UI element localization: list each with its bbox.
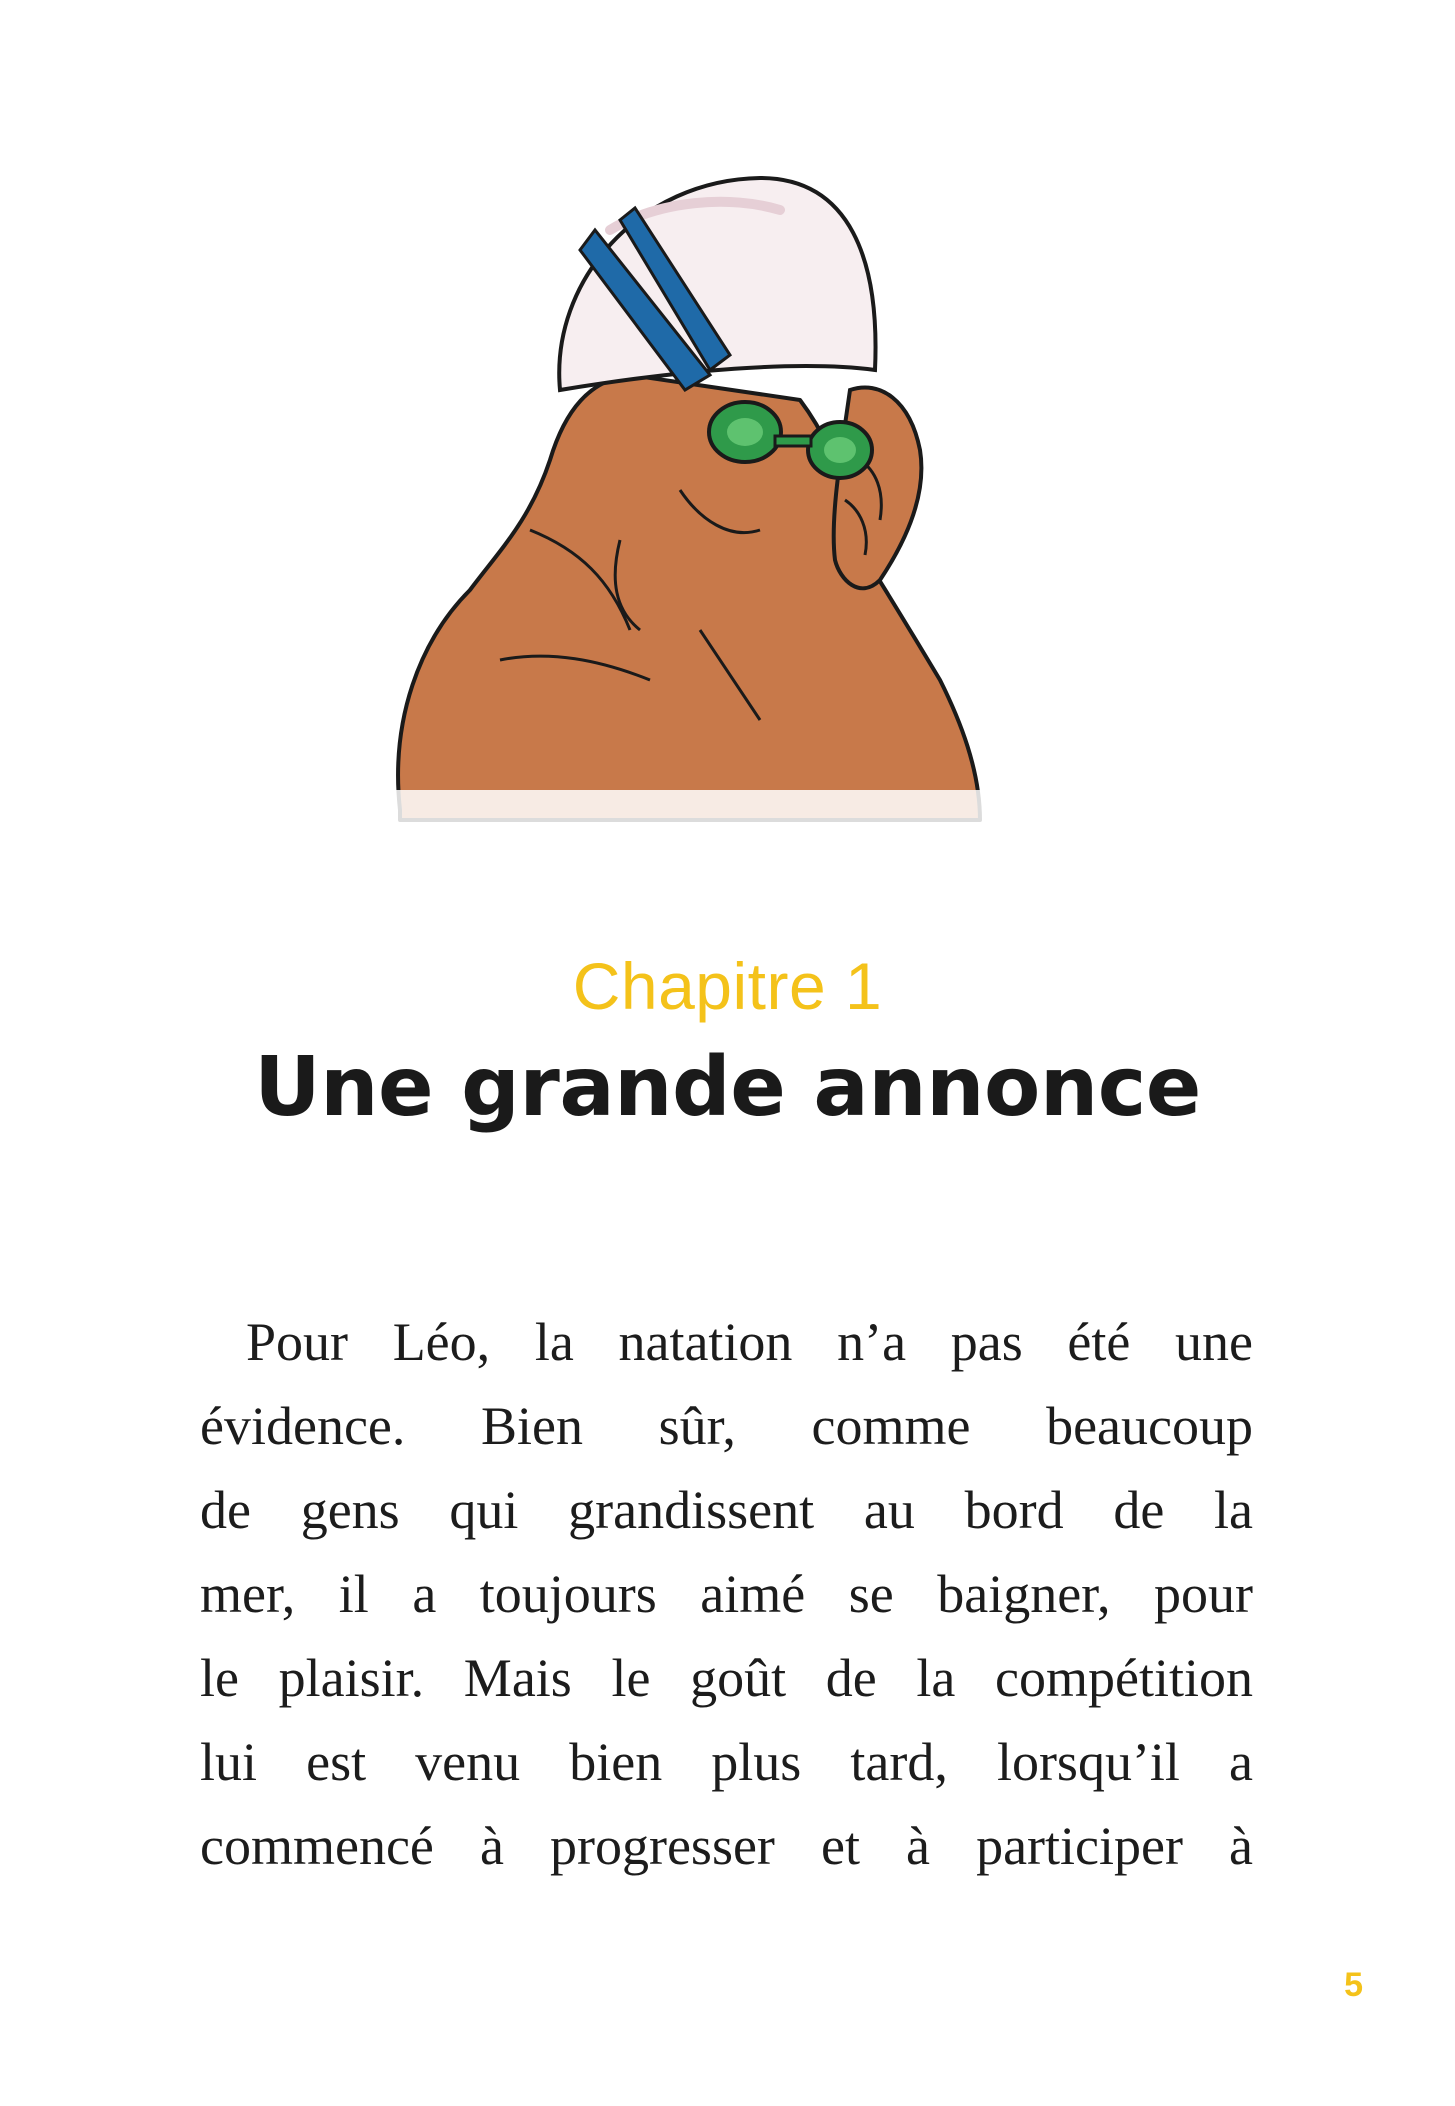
body-line: Pour Léo, la natation n’a pas été une <box>246 1312 1253 1372</box>
page-number: 5 <box>1344 1966 1363 2004</box>
body-line: mer, il a toujours aimé se baigner, pour <box>200 1564 1253 1624</box>
body-line: commencé à progresser et à participer à <box>200 1816 1253 1876</box>
swimmer-icon <box>380 160 1020 860</box>
swimmer-illustration <box>380 160 1020 860</box>
body-paragraph <box>200 1300 1253 1888</box>
chapter-title: Une grande annonce <box>254 1040 1201 1135</box>
body-line: évidence. Bien sûr, comme beaucoup <box>200 1396 1253 1456</box>
body-line: de gens qui grandissent au bord de la <box>200 1480 1253 1540</box>
chapter-label: Chapitre 1 <box>572 949 883 1023</box>
body-line: le plaisir. Mais le goût de la compétition <box>200 1648 1253 1708</box>
body-line: lui est venu bien plus tard, lorsqu’il a <box>200 1732 1253 1792</box>
